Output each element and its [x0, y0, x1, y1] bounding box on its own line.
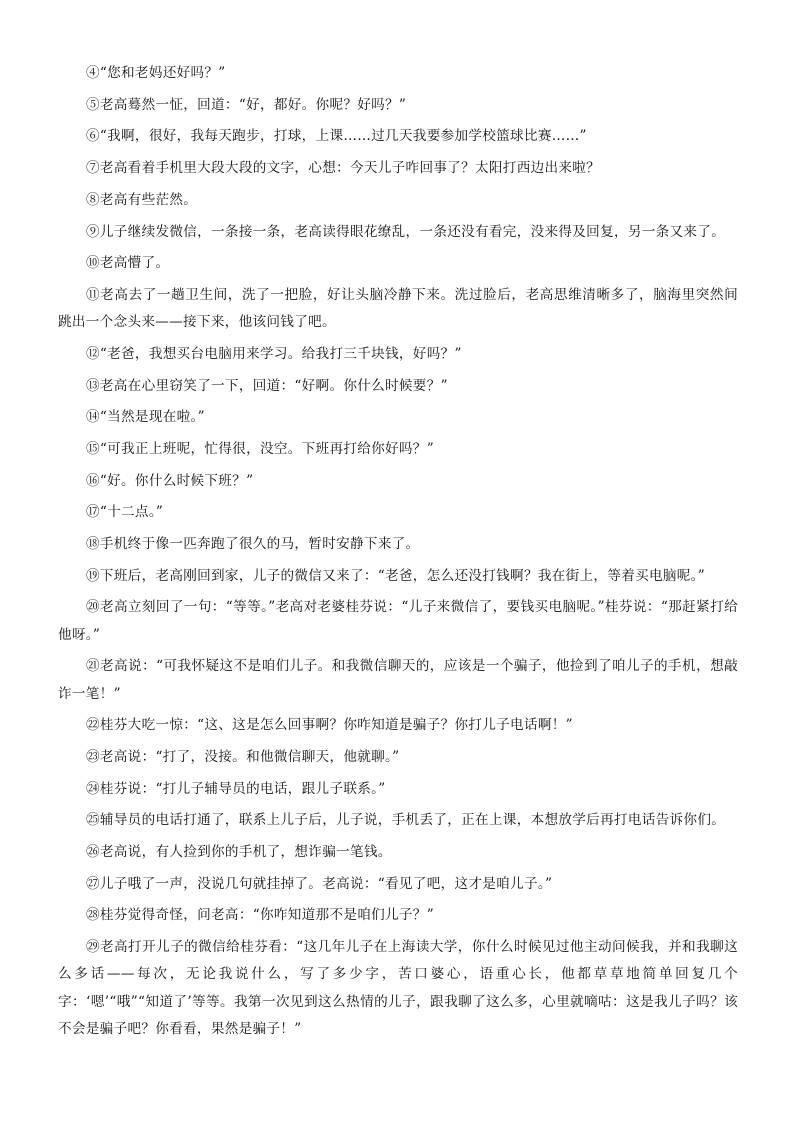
paragraph-26: ㉖老高说，有人捡到你的手机了，想诈骗一笔钱。 — [86, 844, 392, 861]
paragraph-10: ⑩老高懵了。 — [86, 255, 170, 272]
document-page — [58, 60, 738, 1048]
paragraph-23: ㉓老高说：“打了，没接。和他微信聊天，他就聊。” — [86, 748, 400, 765]
paragraph-5: ⑤老高蓦然一怔，回道：“好，都好。你呢？好吗？” — [86, 96, 407, 113]
paragraph-19: ⑲下班后，老高刚回到家，儿子的微信又来了：“老爸，怎么还没打钱啊？我在街上，等着买电脑呢。” — [86, 567, 706, 584]
paragraph-9: ⑨儿子继续发微信，一条接一条，老高读得眼花缭乱，一条还没有看完，没来得及回复，另一条又来了。 — [86, 223, 726, 240]
paragraph-25: ㉕辅导员的电话打通了，联系上儿子后，儿子说，手机丢了，正在上课，本想放学后再打电话告诉你们。 — [86, 812, 726, 829]
paragraph-20: ⑳老高立刻回了一句：“等等。”老高对老婆桂芬说：“儿子来微信了，要钱买电脑呢。”桂芬说：“那赶紧打给他呀。” — [58, 599, 738, 643]
paragraph-28: ㉘桂芬觉得奇怪，问老高：“你咋知道那不是咱们儿子？” — [86, 907, 434, 924]
paragraph-22: ㉒桂芬大吃一惊：“这、这是怎么回事啊？你咋知道是骗子？你打儿子电话啊！” — [86, 717, 573, 734]
paragraph-27: ㉗儿子哦了一声，没说几句就挂掉了。老高说：“看见了吧，这才是咱儿子。” — [86, 875, 553, 892]
paragraph-8: ⑧老高有些茫然。 — [86, 191, 198, 208]
paragraph-17: ⑰“十二点。” — [86, 504, 164, 521]
paragraph-6: ⑥“我啊，很好，我每天跑步，打球，上课……过几天我要参加学校篮球比赛……” — [86, 128, 587, 145]
paragraph-11: ⑪老高去了一趟卫生间，洗了一把脸，好让头脑冷静下来。洗过脸后，老高思维清晰多了，脑海里突然间跳出一个念头来——接下来，他该问钱了吧。 — [58, 286, 738, 331]
paragraph-21: ㉑老高说：“可我怀疑这不是咱们儿子。和我微信聊天的，应该是一个骗子，他捡到了咱儿子的手机，想敲诈一笔！” — [58, 658, 738, 702]
paragraph-13: ⑬老高在心里窃笑了一下，回道：“好啊。你什么时候要？” — [86, 377, 448, 394]
paragraph-24: ㉔桂芬说：“打儿子辅导员的电话，跟儿子联系。” — [86, 780, 386, 797]
paragraph-16: ⑯“好。你什么时候下班？” — [86, 472, 254, 489]
paragraph-4: ④“您和老妈还好吗？” — [86, 65, 226, 81]
paragraph-12: ⑫“老爸，我想买台电脑用来学习。给我打三千块钱，好吗？” — [86, 345, 462, 362]
paragraph-7: ⑦老高看着手机里大段大段的文字，心想：今天儿子咋回事了？太阳打西边出来啦？ — [86, 160, 601, 177]
paragraph-29: ㉙老高打开儿子的微信给桂芬看：“这几年儿子在上海读大学，你什么时候见过他主动问候我，并和我聊这么多话——每次，无论我说什么，写了多少字，苦口婆心，语重心长，他都草草地简单回复几个字：‘嗯’“哦”“知道了’等等。我第一次见到这么热情的儿子，跟我聊了这么多，心里就嘀咕：这是我儿子吗？该不会是骗子吧？你看看，果然是骗子！” — [58, 939, 738, 1037]
paragraph-18: ⑱手机终于像一匹奔跑了很久的马，暂时安静下来了。 — [86, 536, 420, 553]
paragraph-15: ⑮“可我正上班呢，忙得很，没空。下班再打给你好吗？” — [86, 440, 434, 457]
paragraph-14: ⑭“当然是现在啦。” — [86, 409, 205, 426]
